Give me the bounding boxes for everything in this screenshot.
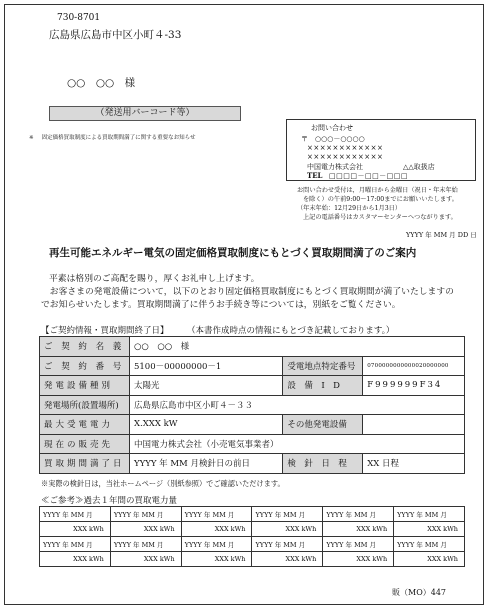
inquiry-tel-number: □□□□－□□－□□□	[329, 172, 409, 180]
contract-section-header: 【ご契約情報・買取期間終了日】	[41, 326, 169, 336]
inquiry-box	[286, 119, 476, 181]
location-label: 発電場所(設置場所)	[40, 395, 130, 415]
location-value: 広島県広島市中区小町４－３３	[129, 395, 464, 415]
kwh-cell: XXX kWh	[110, 522, 181, 537]
month-cell: YYYY 年 MM 月	[252, 507, 323, 522]
table-row	[40, 356, 465, 376]
max-power-label: 最大受電電力	[40, 415, 130, 435]
month-cell: YYYY 年 MM 月	[323, 537, 394, 552]
document-title: 再生可能エネルギー電気の固定価格買取制度にもとづく買取期間満了のご案内	[49, 247, 417, 259]
table-row	[40, 434, 465, 454]
kwh-cell: XXX kWh	[323, 552, 394, 567]
document-code: 販（MO）447	[392, 588, 447, 597]
kwh-cell: XXX kWh	[40, 522, 111, 537]
equipment-id-label: 設 備 I D	[283, 376, 363, 396]
table-row	[40, 395, 465, 415]
month-cell: YYYY 年 MM 月	[40, 537, 111, 552]
body-paragraph: でお知らせいたします。買取期間満了に伴うお手続き等については，別紙をご覧ください。	[41, 300, 401, 310]
postal-code: 730-8701	[57, 13, 101, 23]
meter-day-label: 検 針 日 程	[283, 454, 363, 474]
month-cell: YYYY 年 MM 月	[394, 507, 465, 522]
inquiry-address-line1: ××××××××××××	[307, 144, 384, 152]
kwh-cell: XXX kWh	[394, 522, 465, 537]
issue-date: YYYY 年 MM 月 DD 日	[406, 231, 477, 239]
month-cell: YYYY 年 MM 月	[394, 537, 465, 552]
notice-text: 固定価格買取制度による買取期間満了に関する重要なお知らせ	[41, 135, 196, 141]
kwh-cell: XXX kWh	[181, 552, 252, 567]
equipment-id-value: F999999F34	[363, 376, 465, 396]
table-row	[40, 507, 465, 522]
seller-value: 中国電力株式会社（小売電気事業者）	[129, 434, 464, 454]
supply-point-value: 0700000000000020000000	[363, 356, 465, 376]
inquiry-dept: △△取扱店	[403, 163, 435, 171]
inquiry-address-line2: ××××××××××××	[307, 153, 384, 161]
kwh-cell: XXX kWh	[181, 522, 252, 537]
notice-mark: ※	[29, 135, 34, 141]
other-equipment-value	[363, 415, 465, 435]
inquiry-company: 中国電力株式会社	[307, 163, 363, 171]
important-notice	[29, 133, 195, 141]
contract-number-value: 5100－00000000－1	[129, 356, 282, 376]
month-cell: YYYY 年 MM 月	[323, 507, 394, 522]
kwh-cell: XXX kWh	[252, 552, 323, 567]
inquiry-tel-label: TEL	[307, 171, 323, 180]
supply-point-label: 受電地点特定番号	[283, 356, 363, 376]
month-cell: YYYY 年 MM 月	[110, 537, 181, 552]
purchase-history-table	[39, 506, 465, 567]
inquiry-zip: 〒 ○○○－○○○○	[301, 135, 365, 143]
hours-note-line: （年末年始：12月29日から1月3日）	[297, 205, 402, 212]
kwh-cell: XXX kWh	[40, 552, 111, 567]
document-page	[4, 4, 484, 605]
other-equipment-label: その他発電設備	[283, 415, 363, 435]
table-row	[40, 454, 465, 474]
body-paragraph: 平素は格別のご高配を賜り，厚くお礼申し上げます。	[49, 274, 260, 284]
recipient-address: 広島県広島市中区小町４-33	[49, 29, 182, 41]
month-cell: YYYY 年 MM 月	[252, 537, 323, 552]
month-cell: YYYY 年 MM 月	[181, 537, 252, 552]
contract-section-note: （本書作成時点の情報にもとづき記載しております。）	[187, 326, 395, 336]
end-date-label: 買取期間満了日	[40, 454, 130, 474]
table-row	[40, 415, 465, 435]
contract-info-table	[39, 336, 465, 474]
meter-day-value: XX 日程	[363, 454, 465, 474]
table-row	[40, 337, 465, 357]
hours-note-line: を除く）の午前9:00～17:00までにお願いいたします。	[303, 196, 458, 203]
hours-note-line: 上記の電話番号はカスタマーセンターへつながります。	[303, 214, 457, 221]
seller-label: 現在の販売先	[40, 434, 130, 454]
contract-number-label: ご 契 約 番 号	[40, 356, 130, 376]
barcode-box: （発送用バーコード等）	[49, 106, 241, 121]
kwh-cell: XXX kWh	[110, 552, 181, 567]
table-row	[40, 552, 465, 567]
kwh-cell: XXX kWh	[394, 552, 465, 567]
month-cell: YYYY 年 MM 月	[40, 507, 111, 522]
reference-header: ≪ご参考≫過去１年間の買取電力量	[41, 496, 178, 506]
hours-note-line: お問い合わせ受付は，月曜日から金曜日（祝日・年末年始	[297, 187, 458, 194]
table-row	[40, 537, 465, 552]
meter-footnote: ※実際の検針日は，当社ホームページ（別紙参照）でご確認いただけます。	[41, 479, 285, 488]
end-date-value: YYYY 年 MM 月検針日の前日	[129, 454, 282, 474]
table-row	[40, 376, 465, 396]
contract-name-value: ○○ ○○ 様	[129, 337, 464, 357]
equipment-type-label: 発電設備種別	[40, 376, 130, 396]
max-power-value: X.XXX kW	[129, 415, 282, 435]
kwh-cell: XXX kWh	[323, 522, 394, 537]
contract-name-label: ご 契 約 名 義	[40, 337, 130, 357]
month-cell: YYYY 年 MM 月	[110, 507, 181, 522]
body-paragraph: お客さまの発電設備について，以下のとおり固定価格買取制度にもとづく買取期間が満了いたしますの	[41, 287, 454, 297]
recipient-name: ○○ ○○ 様	[67, 77, 136, 89]
kwh-cell: XXX kWh	[252, 522, 323, 537]
equipment-type-value: 太陽光	[129, 376, 282, 396]
table-row	[40, 522, 465, 537]
month-cell: YYYY 年 MM 月	[181, 507, 252, 522]
inquiry-title: お問い合わせ	[311, 124, 353, 132]
